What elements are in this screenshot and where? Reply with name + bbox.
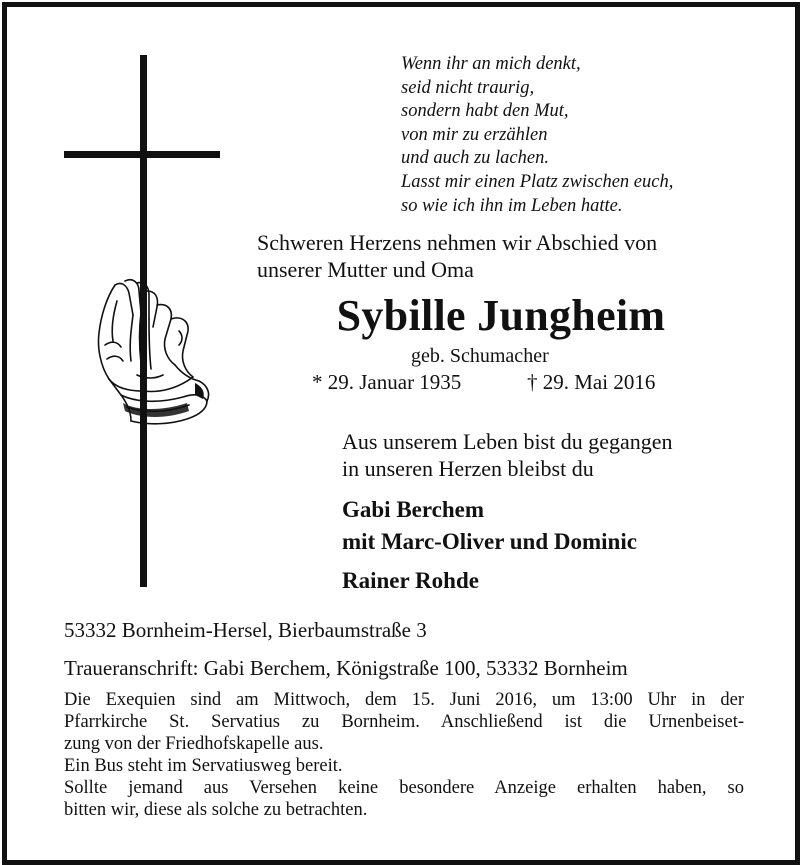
service-line: Pfarrkirche St. Servatius zu Bornheim. Anschließend ist die Urnenbeiset- xyxy=(64,712,744,732)
intro-line: Schweren Herzens nehmen wir Abschied von xyxy=(257,230,658,255)
verse-line: Aus unserem Leben bist du gegangen xyxy=(342,429,673,454)
poem-line: Wenn ihr an mich denkt, xyxy=(401,54,581,74)
address: 53332 Bornheim-Hersel, Bierbaumstraße 3 xyxy=(64,618,427,642)
poem-line: von mir zu erzählen xyxy=(401,124,548,145)
service-line: zung von der Friedhofskapelle aus. xyxy=(64,734,324,754)
cross-icon-bar xyxy=(64,151,220,158)
service-line: bitten wir, diese als solche zu betrachten. xyxy=(64,800,368,820)
service-line: Ein Bus steht im Servatiusweg bereit. xyxy=(64,756,343,776)
poem-line: seid nicht traurig, xyxy=(401,77,535,98)
poem xyxy=(401,53,673,218)
verse xyxy=(342,428,673,482)
poem-line: Lasst mir einen Platz zwischen euch, xyxy=(401,171,674,192)
service-info xyxy=(64,689,744,821)
mourning-address: Traueranschrift: Gabi Berchem, Königstraße 100, 53332 Bornheim xyxy=(64,656,628,680)
poem-line: so wie ich ihn im Leben hatte. xyxy=(401,195,623,216)
deceased-name: Sybille Jungheim xyxy=(336,291,666,340)
mourner-name: Gabi Berchem xyxy=(342,497,485,522)
intro-text xyxy=(257,229,657,283)
verse-line: in unseren Herzen bleibst du xyxy=(342,456,594,481)
mourner-name: mit Marc-Oliver und Dominic xyxy=(342,529,637,554)
birth-name: geb. Schumacher xyxy=(411,345,549,367)
poem-line: sondern habt den Mut, xyxy=(401,101,569,122)
service-line: Sollte jemand aus Versehen keine besondere Anzeige erhalten haben, so xyxy=(64,778,744,798)
mourner-name: Rainer Rohde xyxy=(342,568,479,593)
birth-date: * 29. Januar 1935 xyxy=(312,370,462,394)
death-date: † 29. Mai 2016 xyxy=(527,370,656,394)
poem-line: und auch zu lachen. xyxy=(401,148,549,169)
intro-line: unserer Mutter und Oma xyxy=(257,257,474,282)
obituary-frame xyxy=(2,2,800,865)
service-line: Die Exequien sind am Mittwoch, dem 15. Juni 2016, um 13:00 Uhr in der xyxy=(64,690,744,710)
